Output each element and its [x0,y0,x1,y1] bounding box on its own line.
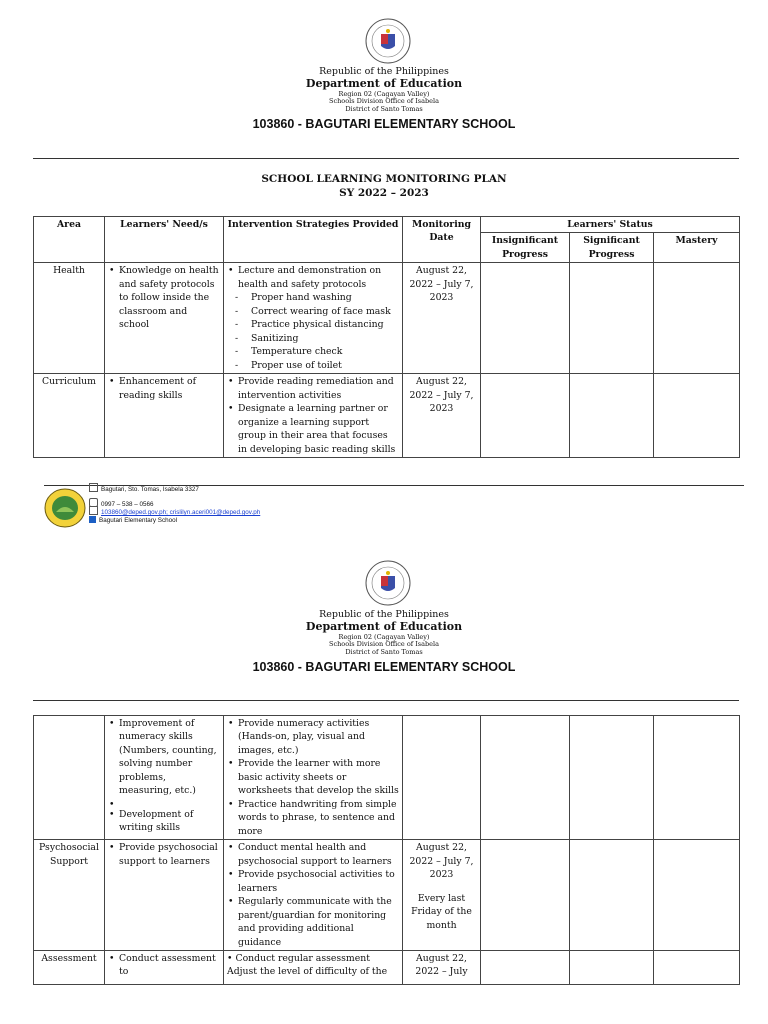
area-cell: Health [34,263,105,374]
deped-seal [365,18,411,64]
monitoring-table [33,216,740,458]
status-cell [654,840,740,951]
header-status: Learners' Status [481,217,740,233]
status-cell [570,716,654,840]
spacer [119,798,220,808]
list-item: • Designate a learning partner or organize a learning support group in their area that focuses in developing basic reading skills [238,402,399,456]
list-item: • Conduct regular assessment [227,952,370,964]
list-item: • Provide psychosocial support to learners [119,841,220,868]
status-cell [654,950,740,984]
date-text: August 22, 2022 – July 7, 2023 [409,842,474,881]
header-needs: Learners' Need/s [105,217,224,263]
strategies-cell [224,716,403,840]
header-mastery: Mastery [654,233,740,263]
status-cell [481,716,570,840]
list-item: • Provide psychosocial activities to learners [238,868,399,895]
list-item: - Correct wearing of face mask [251,305,399,318]
strategies-cell [224,840,403,951]
needs-cell [105,716,224,840]
date-cell [403,716,481,840]
area-cell [34,716,105,840]
needs-cell [105,840,224,951]
needs-cell [105,374,224,458]
list-item: • Provide the learner with more basic activity sheets or worksheets that develop the skills [238,757,399,797]
header-rule [33,700,739,701]
list-item: - Practice physical distancing [251,318,399,331]
list-item: • Regularly communicate with the parent/guardian for monitoring and providing additional guidance [238,895,399,949]
header-strategies: Intervention Strategies Provided [224,217,403,263]
home-icon [89,483,98,492]
area-cell: Curriculum [34,374,105,458]
table-row [34,950,740,984]
region-text: Region 02 (Cagayan Valley) [338,632,430,641]
list-item: - Proper hand washing [251,291,399,304]
plan-title: SCHOOL LEARNING MONITORING PLAN [261,173,507,185]
list-item: - Sanitizing [251,332,399,345]
page-footer [44,483,744,531]
header-area: Area [34,217,105,263]
email-link[interactable]: 103860@deped.gov.ph; crislilyn.aceri001@deped.gov.ph [101,509,261,516]
table-row [34,840,740,951]
monitoring-table-continued [33,715,740,985]
status-cell [654,263,740,374]
date-cell [403,840,481,951]
republic-text: Republic of the Philippines [319,66,449,77]
status-cell [570,374,654,458]
department-text: Department of Education [305,620,463,634]
list-item: • Conduct mental health and psychosocial support to learners [238,841,399,868]
plan-sy: SY 2022 – 2023 [339,187,429,200]
strategy-text: Adjust the level of difficulty of the [227,966,388,978]
list-item: • Enhancement of reading skills [119,375,220,402]
status-cell [570,840,654,951]
division-text: Schools Division Office of Isabela [329,97,439,106]
school-logo [44,488,86,528]
email-line [89,506,260,516]
list-item: • Provide numeracy activities (Hands-on, play, visual and images, etc.) [238,717,399,757]
status-cell [481,840,570,951]
letterhead [0,66,768,132]
strategies-cell [224,263,403,374]
frequency-text: Every last Friday of the month [411,892,472,931]
strategies-cell [224,950,403,984]
address-line: Bagutari, Sto. Tomas, Isabela 3327 [89,483,199,493]
list-item: • Knowledge on health and safety protocols to follow inside the classroom and school [119,264,220,331]
school-name: 103860 - BAGUTARI ELEMENTARY SCHOOL [252,659,516,674]
facebook-line: Bagutari Elementary School [89,516,177,524]
list-item: - Temperature check [251,345,399,358]
date-cell: August 22, 2022 – July [403,950,481,984]
header-significant: Significant Progress [570,233,654,263]
date-cell: August 22, 2022 – July 7, 2023 [403,263,481,374]
header-rule [33,158,739,159]
list-item: • Improvement of numeracy skills (Numbers, counting, solving number problems, measuring, etc.) [119,717,220,798]
deped-seal [365,560,411,606]
list-item: • Practice handwriting from simple words to phrase, to sentence and more [238,798,399,838]
division-text: Schools Division Office of Isabela [329,640,439,649]
strategies-cell [224,374,403,458]
phone-line: 0997 – 538 – 0566 [89,498,154,508]
status-cell [481,950,570,984]
header-date: Monitoring Date [403,217,481,263]
status-cell [481,263,570,374]
table-row [34,263,740,374]
status-cell [654,716,740,840]
facebook-icon [89,516,96,523]
letterhead [0,609,768,675]
status-cell [570,950,654,984]
date-cell: August 22, 2022 – July 7, 2023 [403,374,481,458]
header-insignificant: Insignificant Progress [481,233,570,263]
table-row [34,716,740,840]
table-header-row [34,217,740,233]
list-item: • Provide reading remediation and intervention activities [238,375,399,402]
needs-cell [105,950,224,984]
district-text: District of Santo Tomas [345,105,423,114]
republic-text: Republic of the Philippines [319,609,449,620]
district-text: District of Santo Tomas [345,648,423,657]
region-text: Region 02 (Cagayan Valley) [338,89,430,98]
list-item: • Conduct assessment to [119,952,220,979]
list-item: - Proper use of toilet [251,359,399,372]
school-name: 103860 - BAGUTARI ELEMENTARY SCHOOL [252,116,516,131]
plan-title-block [0,172,768,200]
list-item: • Development of writing skills [119,808,220,835]
list-item: • Lecture and demonstration on health and safety protocols [238,264,399,291]
needs-cell [105,263,224,374]
status-cell [481,374,570,458]
area-cell: Assessment [34,950,105,984]
department-text: Department of Education [305,77,463,91]
status-cell [654,374,740,458]
status-cell [570,263,654,374]
mail-icon [89,506,98,515]
area-cell: Psychosocial Support [34,840,105,951]
table-row [34,374,740,458]
